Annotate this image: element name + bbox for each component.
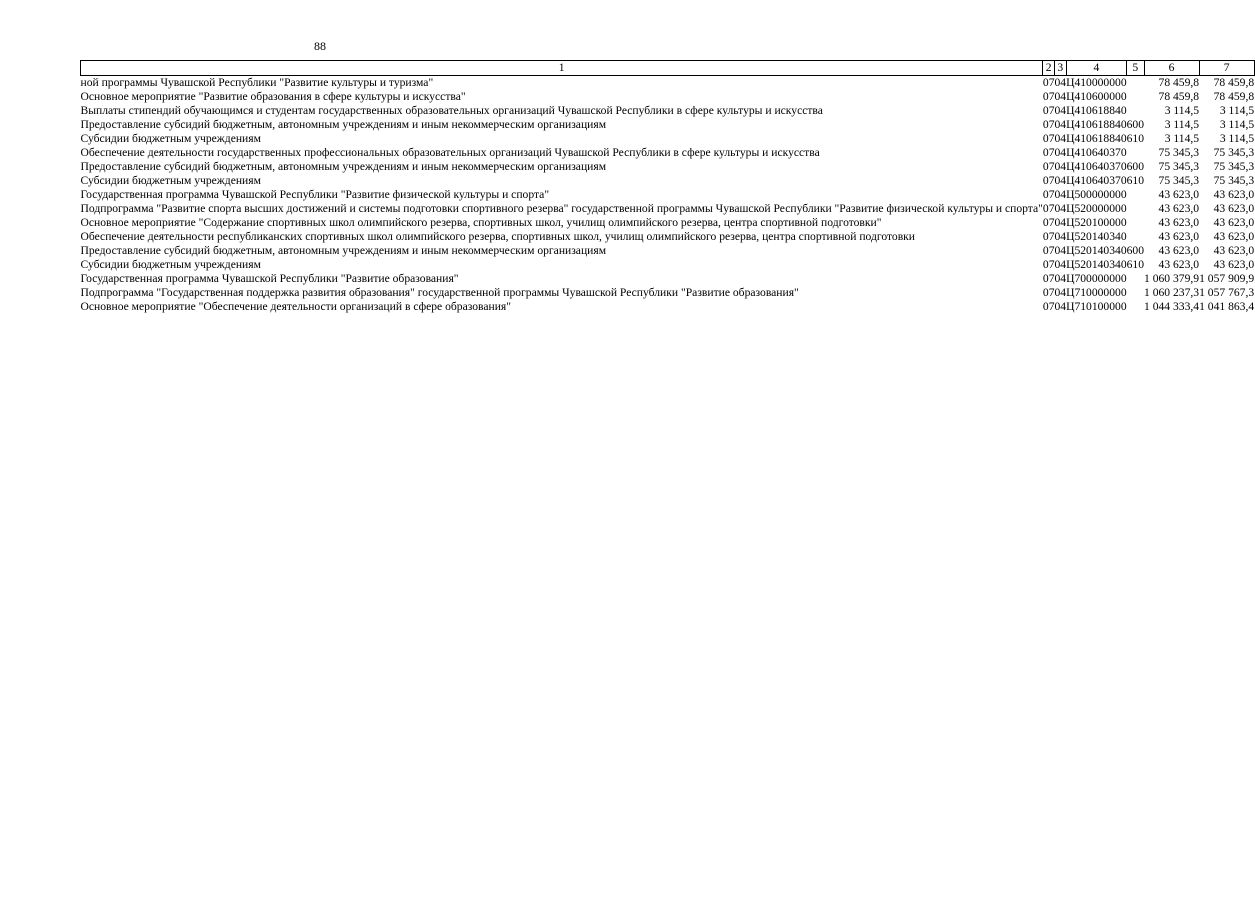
row-value-cell (1127, 286, 1144, 300)
row-value-cell: 75 345,3 (1158, 174, 1200, 187)
row-value-cell: Ц520100000 (1066, 216, 1127, 229)
row-value-cell (1127, 202, 1144, 216)
budget-table (80, 60, 1255, 314)
column-header: 4 (1066, 61, 1127, 76)
table-row (81, 118, 1255, 132)
row-value-cell: 04 (1054, 244, 1067, 257)
row-value-cell: Ц500000000 (1066, 188, 1127, 201)
row-name-cell: Основное мероприятие "Содержание спортивных школ олимпийского резерва, спортивных школ, училищ олимпийского резерва, центра спортивной подготовки" (80, 216, 882, 229)
row-value-cell: 75 345,3 (1213, 174, 1255, 187)
table-row (81, 216, 1255, 230)
row-name-cell: Субсидии бюджетным учреждениям (80, 132, 261, 145)
row-value-cell: Ц410000000 (1066, 76, 1127, 89)
table-row (81, 300, 1255, 314)
row-value-cell: 78 459,8 (1213, 90, 1255, 103)
row-name-cell: Предоставление субсидий бюджетным, автономным учреждениям и иным некоммерческим организациям (80, 244, 607, 257)
row-name-cell: Обеспечение деятельности государственных профессиональных образовательных организаций Чувашской Республики в сфере культуры и искусства (80, 146, 820, 159)
column-header: 5 (1127, 61, 1144, 76)
row-value-cell: 07 (1042, 202, 1055, 215)
row-value-cell: 1 060 237,3 (1144, 286, 1200, 299)
row-value-cell: 3 114,5 (1164, 118, 1200, 131)
table-row (81, 244, 1255, 258)
row-name-cell: Основное мероприятие "Развитие образования в сфере культуры и искусства" (80, 90, 466, 103)
table-row (81, 286, 1255, 300)
row-value-cell: Ц700000000 (1066, 272, 1127, 285)
row-name-cell: Предоставление субсидий бюджетным, автономным учреждениям и иным некоммерческим организациям (80, 160, 607, 173)
row-value-cell: 07 (1042, 258, 1055, 271)
row-name-cell: Субсидии бюджетным учреждениям (80, 258, 261, 271)
column-header: 2 (1043, 61, 1055, 76)
row-value-cell: 04 (1054, 90, 1067, 103)
row-value-cell: 07 (1042, 76, 1055, 89)
row-value-cell: Ц520140340 (1066, 244, 1127, 257)
row-value-cell: 43 623,0 (1213, 202, 1255, 215)
row-value-cell (1127, 230, 1144, 244)
row-value-cell: Ц710000000 (1066, 286, 1127, 299)
row-value-cell: 43 623,0 (1158, 244, 1200, 257)
row-value-cell: 43 623,0 (1158, 216, 1200, 229)
row-value-cell: 78 459,8 (1213, 76, 1255, 89)
row-value-cell: 3 114,5 (1219, 104, 1255, 117)
row-value-cell (1127, 90, 1144, 104)
row-value-cell: 07 (1042, 188, 1055, 201)
row-value-cell: 04 (1054, 188, 1067, 201)
row-value-cell: 07 (1042, 146, 1055, 159)
row-value-cell: 3 114,5 (1164, 104, 1200, 117)
row-value-cell: 78 459,8 (1158, 76, 1200, 89)
row-name-cell: Выплаты стипендий обучающимся и студентам государственных образовательных организаций Чувашской Республики в сфере культуры и искусства (80, 104, 823, 117)
table-row (81, 188, 1255, 202)
row-value-cell: 07 (1042, 90, 1055, 103)
row-value-cell: 04 (1054, 76, 1067, 89)
row-value-cell: 04 (1054, 132, 1067, 145)
row-value-cell: 75 345,3 (1213, 146, 1255, 159)
table-row (81, 90, 1255, 104)
row-value-cell (1127, 104, 1144, 118)
row-value-cell: 04 (1054, 300, 1067, 313)
row-name-cell: Подпрограмма "Развитие спорта высших достижений и системы подготовки спортивного резерва" государственной программы Чувашской Республики "Развитие физической культуры и спорта" (80, 202, 1043, 215)
row-value-cell: Ц410618840 (1066, 118, 1127, 131)
table-row (81, 202, 1255, 216)
column-header: 7 (1199, 61, 1254, 76)
table-row (81, 132, 1255, 146)
row-value-cell: Ц520000000 (1066, 202, 1127, 215)
row-value-cell: 1 044 333,4 (1144, 300, 1200, 313)
row-value-cell: 07 (1042, 230, 1055, 243)
table-row (81, 258, 1255, 272)
row-value-cell: 07 (1042, 174, 1055, 187)
row-value-cell: 600 (1126, 118, 1145, 131)
row-value-cell: 07 (1042, 272, 1055, 285)
row-value-cell: 43 623,0 (1158, 202, 1200, 215)
row-value-cell (1127, 272, 1144, 286)
row-value-cell: 43 623,0 (1158, 188, 1200, 201)
column-header: 1 (81, 61, 1043, 76)
row-value-cell: Ц520140340 (1066, 230, 1127, 243)
row-value-cell: Ц410640370 (1066, 160, 1127, 173)
row-value-cell (1127, 216, 1144, 230)
row-value-cell: 07 (1042, 104, 1055, 117)
row-value-cell: 78 459,8 (1158, 90, 1200, 103)
row-value-cell: 07 (1042, 118, 1055, 131)
column-header: 6 (1144, 61, 1199, 76)
row-value-cell: 610 (1126, 174, 1145, 187)
row-value-cell: 04 (1054, 216, 1067, 229)
row-value-cell: 1 041 863,4 (1199, 300, 1255, 313)
table-row (81, 174, 1255, 188)
table-body (81, 76, 1255, 315)
table-row (81, 230, 1255, 244)
row-value-cell: 75 345,3 (1213, 160, 1255, 173)
table-row (81, 76, 1255, 91)
row-value-cell: 04 (1054, 202, 1067, 215)
row-value-cell: 04 (1054, 230, 1067, 243)
table-header-row (81, 61, 1255, 76)
row-value-cell: 3 114,5 (1219, 118, 1255, 131)
row-value-cell: 1 057 909,9 (1199, 272, 1255, 285)
row-value-cell: 610 (1126, 132, 1145, 145)
row-value-cell: 07 (1042, 286, 1055, 299)
row-value-cell: 1 060 379,9 (1144, 272, 1200, 285)
row-value-cell: 04 (1054, 118, 1067, 131)
row-value-cell (1127, 146, 1144, 160)
row-value-cell: Ц710100000 (1066, 300, 1127, 313)
row-name-cell: Субсидии бюджетным учреждениям (80, 174, 261, 187)
column-header: 3 (1054, 61, 1066, 76)
row-value-cell: 610 (1126, 258, 1145, 271)
row-value-cell: 600 (1126, 244, 1145, 257)
row-value-cell: 43 623,0 (1213, 216, 1255, 229)
row-value-cell: 1 057 767,3 (1199, 286, 1255, 299)
row-value-cell: 43 623,0 (1213, 244, 1255, 257)
row-value-cell: 43 623,0 (1213, 230, 1255, 243)
row-value-cell: 07 (1042, 216, 1055, 229)
row-name-cell: Основное мероприятие "Обеспечение деятельности организаций в сфере образования" (80, 300, 511, 313)
table-row (81, 160, 1255, 174)
row-value-cell: 04 (1054, 272, 1067, 285)
row-name-cell: ной программы Чувашской Республики "Развитие культуры и туризма" (80, 76, 434, 89)
row-name-cell: Подпрограмма "Государственная поддержка развития образования" государственной программы Чувашской Республики "Развитие образования" (80, 286, 799, 299)
row-value-cell: 04 (1054, 146, 1067, 159)
row-value-cell (1127, 188, 1144, 202)
row-value-cell (1127, 300, 1144, 314)
row-value-cell: 07 (1042, 300, 1055, 313)
row-value-cell: Ц410640370 (1066, 146, 1127, 159)
row-value-cell: Ц410600000 (1066, 90, 1127, 103)
row-name-cell: Государственная программа Чувашской Республики "Развитие образования" (80, 272, 459, 285)
table-row (81, 146, 1255, 160)
row-value-cell: 07 (1042, 132, 1055, 145)
page-number: 88 (314, 39, 326, 53)
row-value-cell: Ц520140340 (1066, 258, 1127, 271)
row-value-cell: Ц410618840 (1066, 132, 1127, 145)
row-value-cell: 43 623,0 (1158, 258, 1200, 271)
row-name-cell: Обеспечение деятельности республиканских спортивных школ олимпийского резерва, спортивных школ, училищ олимпийского резерва, центра спортивной подготовки (80, 230, 916, 243)
row-value-cell: 04 (1054, 160, 1067, 173)
row-value-cell: 43 623,0 (1213, 188, 1255, 201)
row-value-cell: 04 (1054, 104, 1067, 117)
row-value-cell: 04 (1054, 258, 1067, 271)
row-value-cell: 3 114,5 (1219, 132, 1255, 145)
row-value-cell: Ц410640370 (1066, 174, 1127, 187)
row-value-cell (1127, 76, 1144, 91)
row-value-cell: 600 (1126, 160, 1145, 173)
row-value-cell: 04 (1054, 174, 1067, 187)
table-row (81, 104, 1255, 118)
row-value-cell: Ц410618840 (1066, 104, 1127, 117)
row-value-cell: 75 345,3 (1158, 160, 1200, 173)
row-value-cell: 43 623,0 (1158, 230, 1200, 243)
table-row (81, 272, 1255, 286)
row-name-cell: Государственная программа Чувашской Республики "Развитие физической культуры и спорта" (80, 188, 550, 201)
row-value-cell: 43 623,0 (1213, 258, 1255, 271)
row-value-cell: 3 114,5 (1164, 132, 1200, 145)
row-value-cell: 04 (1054, 286, 1067, 299)
row-name-cell: Предоставление субсидий бюджетным, автономным учреждениям и иным некоммерческим организациям (80, 118, 607, 131)
row-value-cell: 07 (1042, 160, 1055, 173)
row-value-cell: 75 345,3 (1158, 146, 1200, 159)
row-value-cell: 07 (1042, 244, 1055, 257)
